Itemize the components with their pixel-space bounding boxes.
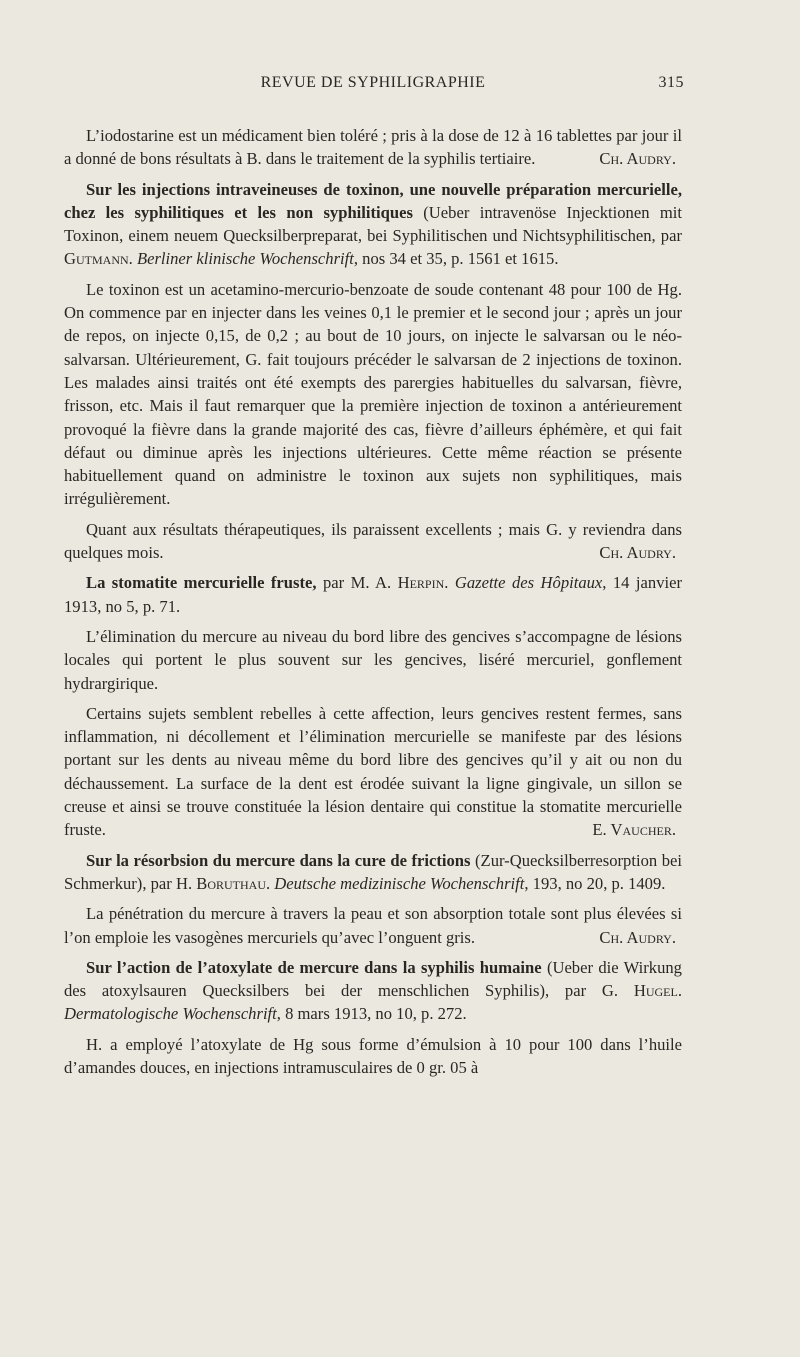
author-name: Herpin: [397, 573, 445, 593]
paragraph: Quant aux résultats thérapeutiques, ils paraissent excellents ; mais G. y reviendra dans quelques mois. Ch. Audry.: [64, 518, 682, 565]
signature: E. Vaucher.: [592, 820, 676, 840]
paragraph: Certains sujets semblent rebelles à cette affection, leurs gencives restent fermes, sans inflammation, ni décollement et l’élimination mercurielle se manifeste par des lésions portant sur les dents au niveau même du bord libre des gencives qu’il y ait ou non du déchaussement. La surface de la dent est érodée suivant la ligne gingivale, un sillon se creuse et ainsi se trouve constituée la lésion dentaire qui constitue la stomatite mercurielle fruste. E. Vaucher.: [64, 702, 682, 842]
author-name: Gutmann: [64, 249, 129, 269]
journal-name: Berliner klinische Wochenschrift: [136, 249, 354, 269]
paragraph: H. a employé l’atoxylate de Hg sous forme d’émulsion à 10 pour 100 dans l’huile d’amandes douces, en injections intramusculaires de 0 gr. 05 à: [64, 1034, 682, 1077]
body-text: [64, 124, 682, 1086]
article-title: Sur les injections intraveineuses de toxinon, une nouvelle préparation mercurielle, chez les syphilitiques et les non syphilitiques: [64, 179, 682, 222]
article-heading: La stomatite mercurielle fruste, par M. A. Herpin. Gazette des Hôpitaux, 14 janvier 1913, no 5, p. 71.: [64, 573, 682, 616]
journal-name: Gazette des Hôpitaux: [454, 573, 603, 593]
article-heading: Sur les injections intraveineuses de toxinon, une nouvelle préparation mercurielle, chez les syphilitiques et les non syphilitiques (Ueber intravenöse Injecktionen mit Toxinon, einem neuem Quecksilberpreparat, bei Syphilitischen und Nichtsyphilitischen, par Gutmann. Berliner klinische Wochenschrift, nos 34 et 35, p. 1561 et 1615.: [64, 179, 682, 269]
article-title: Sur l’action de l’atoxylate de mercure dans la syphilis humaine: [86, 957, 542, 977]
article-heading: Sur l’action de l’atoxylate de mercure dans la syphilis humaine (Ueber die Wirkung des atoxylsauren Quecksilbers bei der menschlichen Syphilis), par G. Hugel. Dermatologische Wochenschrift, 8 mars 1913, no 10, p. 272.: [64, 957, 682, 1024]
paragraph: Le toxinon est un acetamino-mercurio-benzoate de soude contenant 48 pour 100 de Hg. On commence par en injecter dans les veines 0,1 le premier et le second jour ; après un jour de repos, on injecte 0,15, de 0,2 ; au bout de 10 jours, on injecte le salvarsan ou le néo-salvarsan. Ultérieurement, G. fait toujours précéder le salvarsan de 2 injections de toxinon. Les malades ainsi traités ont été exempts des parergies habituelles du salvarsan, fièvre, frisson, etc. Mais il faut remarquer que la première injection de toxinon a antérieurement provoqué la fièvre dans la grande majorité des cas, fièvre d’ailleurs éphémère, et qui fait défaut ou diminue après les injections ultérieures. Cette même réaction se présente habituellement quand on administre le toxinon aux sujets non syphilitiques, mais irrégulièrement.: [64, 279, 682, 509]
paragraph: L’iodostarine est un médicament bien toléré ; pris à la dose de 12 à 16 tablettes par jour il a donné de bons résultats à B. dans le traitement de la syphilis tertiaire. Ch. Audry.: [64, 124, 682, 171]
page-number: 315: [658, 74, 684, 91]
author-name: Hugel: [633, 981, 678, 1001]
journal-name: Deutsche medizinische Wochenschrift: [274, 873, 525, 893]
signature: Ch. Audry.: [599, 543, 676, 563]
paragraph: L’élimination du mercure au niveau du bord libre des gencives s’accompagne de lésions locales qui portent le plus souvent sur les gencives, liséré mercuriel, gonflement hydrargirique.: [64, 626, 682, 693]
signature: Ch. Audry.: [599, 149, 676, 169]
article-title: La stomatite mercurielle fruste,: [86, 573, 317, 593]
signature: Ch. Audry.: [599, 927, 676, 947]
article-heading: Sur la résorbsion du mercure dans la cure de frictions (Zur-Quecksilberresorption bei Schmerkur), par H. Boruthau. Deutsche medizinische Wochenschrift, 193, no 20, p. 1409.: [64, 850, 682, 893]
paragraph: La pénétration du mercure à travers la peau et son absorption totale sont plus élevées si l’on emploie les vasogènes mercuriels qu’avec l’onguent gris. Ch. Audry.: [64, 902, 682, 949]
article-title: Sur la résorbsion du mercure dans la cure de frictions: [86, 850, 471, 870]
journal-name: Dermatologische Wochenschrift: [64, 1004, 277, 1024]
author-name: Boruthau: [196, 873, 266, 893]
running-title: REVUE DE SYPHILIGRAPHIE: [260, 74, 486, 91]
running-header: [62, 74, 684, 98]
